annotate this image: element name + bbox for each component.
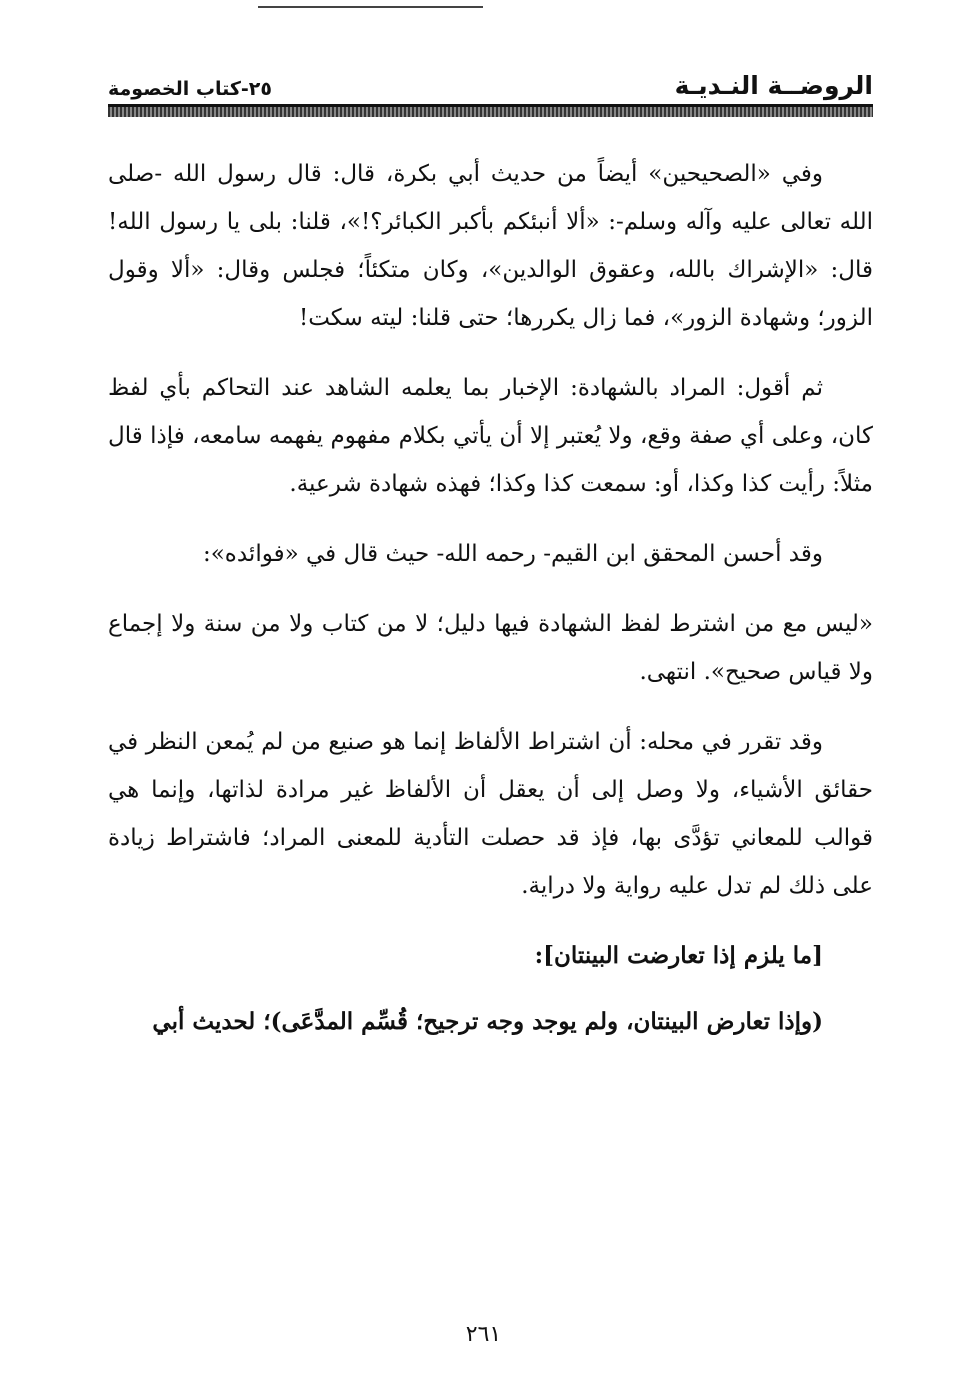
header-rule <box>108 104 873 117</box>
paragraph-conclusion: وقد تقرر في محله: أن اشتراط الألفاظ إنما هو صنيع من لم يُمعن النظر في حقائق الأشياء، ولا وصل إلى أن يعقل أن الألفاظ غير مرادة لذاتها، وإنما هي قوالب للمعاني تؤدَّى بها، فإذ قد حصلت التأدية للمعنى المراد؛ فاشتراط زيادة على ذلك لم تدل عليه رواية ولا دراية. <box>108 729 873 899</box>
matn-text: (وإذا تعارض البينتان، ولم يوجد وجه ترجيح؛ قُسِّم المدَّعَى)؛ لحديث أبي <box>152 1008 823 1035</box>
page-header <box>108 60 873 100</box>
section-heading: [ما يلزم إذا تعارضت البينتان]: <box>534 942 823 969</box>
book-title: الروضــة النـديـة <box>674 71 873 100</box>
page-number: ٢٦١ <box>465 1322 502 1347</box>
paragraph-quote: «ليس مع من اشترط لفظ الشهادة فيها دليل؛ لا من كتاب ولا من سنة ولا إجماع ولا قياس صحيح». انتهى. <box>108 611 873 685</box>
page-body <box>108 150 873 1068</box>
paragraph-definition: ثم أقول: المراد بالشهادة: الإخبار بما يعلمه الشاهد عند التحاكم بأي لفظ كان، وعلى أي صفة وقع، ولا يُعتبر إلا أن يأتي بكلام مفهوم يفهمه سامعه، فإذا قال مثلاً: رأيت كذا وكذا، أو: سمعت كذا وكذا؛ فهذه شهادة شرعية. <box>108 375 873 497</box>
paragraph-hadith: وفي «الصحيحين» أيضاً من حديث أبي بكرة، قال: قال رسول الله -صلى الله تعالى عليه وآله وسلم-: «ألا أنبئكم بأكبر الكبائر؟!»، قلنا: بلى يا رسول الله! قال: «الإشراك بالله، وعقوق الوالدين»، وكان متكئاً؛ فجلس وقال: «ألا وقول الزور؛ وشهادة الزور»، فما زال يكررها؛ حتى قلنا: ليته سكت! <box>108 161 873 331</box>
chapter-title: ٢٥-كتاب الخصومة <box>108 78 272 100</box>
top-decorative-rule <box>258 6 483 8</box>
paragraph-ibn-qayyim-intro: وقد أحسن المحقق ابن القيم- رحمه الله- حيث قال في «فوائده»: <box>202 541 823 567</box>
